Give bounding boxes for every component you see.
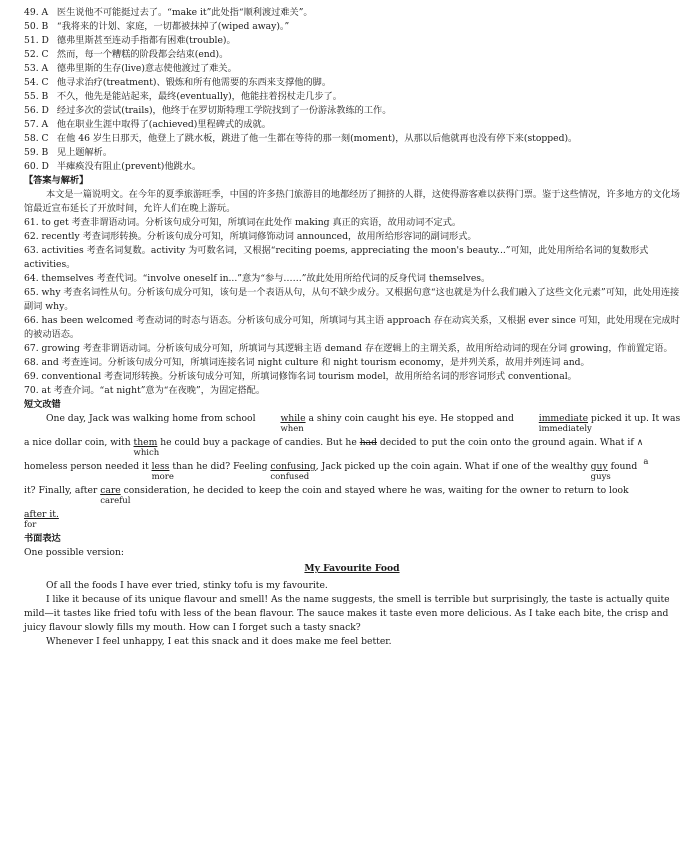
correction-less: less more <box>151 461 174 482</box>
correction-line-1: One day, Jack was walking home from school while when a shiny coin caught his eye. He stopped and immediate immediately picked it up. It was <box>46 413 681 434</box>
correction-line-5 <box>24 508 680 532</box>
answer-line-58: 58. C 在他 46 岁生日那天，他登上了跳水板，跳进了他一生都在等待的那一刻(moment)，从那以后他就再也没有停下来(stopped)。 <box>24 133 578 144</box>
essay-body <box>24 579 680 649</box>
correction-line-4: it? Finally, after care careful consideration, he decided to keep the coin and stayed where he was, waiting for the owner to return to look <box>24 485 629 506</box>
grammar-item-61: 61. to get 考查非谓语动词。分析该句成分可知，所填词在此处作 making 真正的宾语，故用动词不定式。 <box>24 217 462 228</box>
correction-had-deleted: had <box>359 437 377 448</box>
correction-line-2: a nice dollar coin, with them which he could buy a package of candies. But he had decided to put the coin onto the ground again. What if ∧ a <box>24 437 649 467</box>
answer-line-51: 51. D 德弗里斯甚至连动手指都有困难(trouble)。 <box>24 35 236 46</box>
correction-guy: guy guys <box>590 461 611 482</box>
answer-line-60: 60. D 半瘫痪没有阻止(prevent)他跳水。 <box>24 161 202 172</box>
correction-while: while when <box>280 413 306 434</box>
grammar-item-63: 63. activities 考查名词复数。activity 为可数名词，又根据“reciting poems, appreciating the moon's beauty...”可知，此处用所给名词的复数形式 activities。 <box>24 245 649 270</box>
answer-line-53: 53. A 德弗里斯的生存(live)意志使他渡过了难关。 <box>24 63 237 74</box>
essay-paragraph-3: Whenever I feel unhappy, I eat this snack and it does make me feel better. <box>46 636 392 647</box>
answer-line-57: 57. A 他在职业生涯中取得了(achieved)里程碑式的成就。 <box>24 119 271 130</box>
grammar-item-64: 64. themselves 考查代词。“involve oneself in...”意为“参与……”故此处用所给代词的反身代词 themselves。 <box>24 273 491 284</box>
answer-line-59: 59. B 见上题解析。 <box>24 147 113 158</box>
essay-paragraph-2: I like it because of its unique flavour and smell! As the name suggests, the smell is terrible but surprisingly, the taste is actually quite mild—it tastes like fried tofu with less of the bean flavour. The sauce makes it taste even more delicious. As I take each bite, the crisp and juicy flavour slowly fills my mouth. How can I forget such a tasty snack? <box>24 594 670 633</box>
answer-line-52: 52. C 然而，每一个糟糕的阶段都会结束(end)。 <box>24 49 229 60</box>
answer-line-56: 56. D 经过多次的尝试(trails)，他终于在罗切斯特理工学院找到了一份游泳教练的工作。 <box>24 105 392 116</box>
grammar-item-70: 70. at 考查介词。“at night”意为“在夜晚”，为固定搭配。 <box>24 385 266 396</box>
essay-title: My Favourite Food <box>304 563 400 574</box>
grammar-item-67: 67. growing 考查非谓语动词。分析该句成分可知，所填词与其逻辑主语 demand 存在逻辑上的主谓关系，故用所给动词的现在分词 growing，作前置定语。 <box>24 343 673 354</box>
cloze-answers <box>24 6 680 174</box>
correction-heading: 短文改错 <box>24 399 61 410</box>
answer-line-55: 55. B 不久，他先是能站起来，最终(eventually)，他能拄着拐杖走几步了。 <box>24 91 342 102</box>
correction-confusing: confusing confused <box>270 461 316 482</box>
correction-immediate: immediate immediately <box>538 413 592 434</box>
grammar-answers <box>24 216 680 398</box>
grammar-item-65: 65. why 考查名词性从句。分析该句成分可知，该句是一个表语从句，从句不缺少成分。又根据句意“这也就是为什么我们融入了这些文化元素”可知，此处用连接副词 why。 <box>24 287 680 312</box>
answer-line-50: 50. B “我将来的计划、家庭，一切都被抹掉了(wiped away)。” <box>24 21 290 32</box>
grammar-item-68: 68. and 考查连词。分析该句成分可知，所填词连接名词 night culture 和 night tourism economy，是并列关系，故用并列连词 and。 <box>24 357 590 368</box>
grammar-item-66: 66. has been welcomed 考查动词的时态与语态。分析该句成分可知，所填词与其主语 approach 存在动宾关系，又根据 ever since 可知，此处用现在完成时的被动语态。 <box>24 315 680 340</box>
correction-after: after it. for <box>24 509 59 530</box>
answer-line-49: 49. A 医生说他不可能挺过去了。“make it”此处指“顺利渡过难关”。 <box>24 7 313 18</box>
answers-heading: 【答案与解析】 <box>24 175 89 186</box>
essay-paragraph-1: Of all the foods I have ever tried, stinky tofu is my favourite. <box>46 580 328 591</box>
correction-care: care careful <box>100 485 131 506</box>
correction-them: them which <box>133 437 160 458</box>
answer-line-54: 54. C 他寻求治疗(treatment)、锻炼和所有他需要的东西来支撑他的脚。 <box>24 77 332 88</box>
grammar-item-62: 62. recently 考查词形转换。分析该句成分可知，所填词修饰动词 announced，故用所给形容词的副词形式。 <box>24 231 477 242</box>
writing-heading: 书面表达 <box>24 533 61 544</box>
grammar-item-69: 69. conventional 考查词形转换。分析该句成分可知，所填词修饰名词 tourism model，故用所给名词的形容词形式 conventional。 <box>24 371 577 382</box>
writing-version-label: One possible version: <box>24 547 124 558</box>
grammar-intro: 本文是一篇说明文。在今年的夏季旅游旺季，中国的许多热门旅游目的地都经历了拥挤的人群，这使得游客难以获得门票。鉴于这些情况，许多地方的文化场馆最近宣布延长了开放时间，允许人们在晚上游玩。 <box>24 189 680 214</box>
correction-passage <box>24 412 680 532</box>
correction-line-3: homeless person needed it less more than he did? Feeling confusing confused , Jack picked up the coin again. What if one of the wealthy guy guys found <box>24 461 638 482</box>
